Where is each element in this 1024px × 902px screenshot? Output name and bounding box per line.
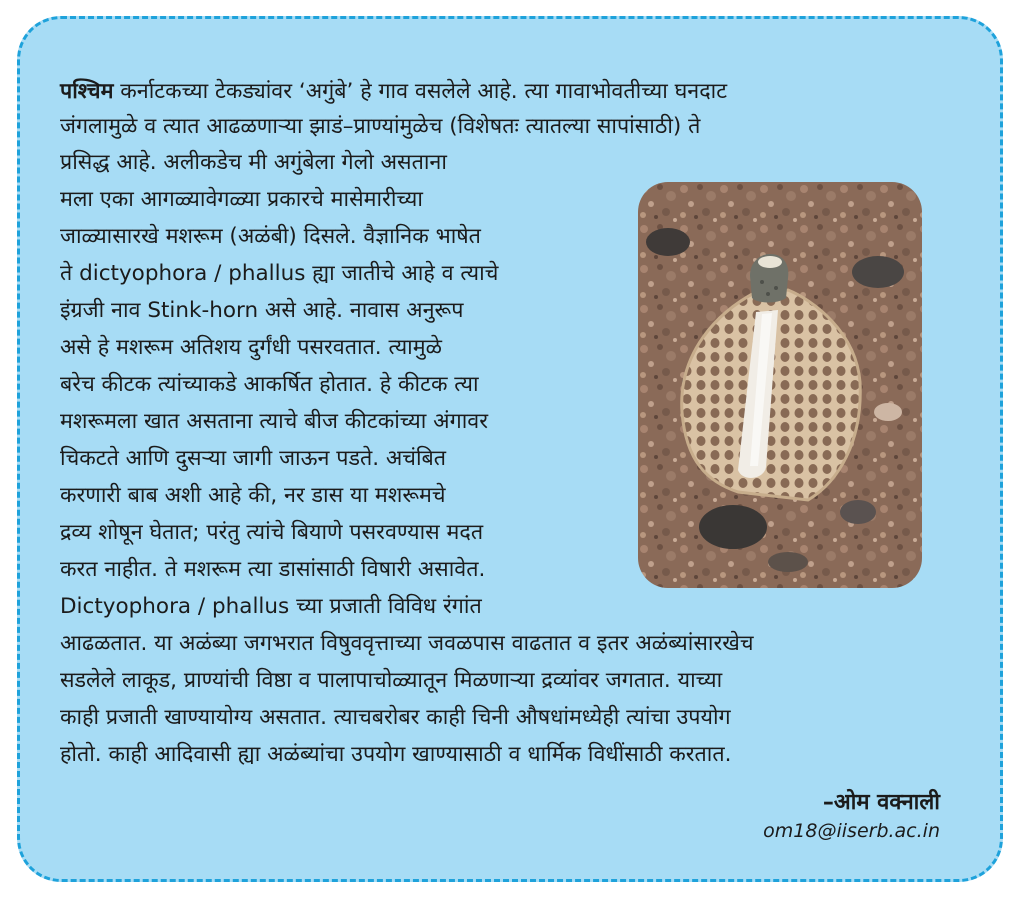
article-line-16: आढळतात. या अळंब्या जगभरात विषुववृत्ताच्या जवळपास वाढतात व इतर अळंब्यांसारखेच bbox=[60, 631, 754, 656]
article-line-18: काही प्रजाती खाण्यायोग्य असतात. त्याचबरोबर काही चिनी औषधांमध्येही त्यांचा उपयोग bbox=[60, 705, 731, 730]
article-line-5: जाळ्यासारखे मशरूम (अळंबी) दिसले. वैज्ञानिक भाषेत bbox=[60, 224, 481, 249]
article-line-6: ते dictyophora / phallus ह्या जातीचे आहे व त्याचे bbox=[60, 261, 499, 286]
author-name: –ओम वक्नाली bbox=[822, 790, 940, 815]
article-line-13: द्रव्य शोषून घेतात; परंतु त्यांचे बियाणे पसरवण्यास मदत bbox=[60, 520, 484, 545]
article-line-10: मशरूमला खात असताना त्याचे बीज कीटकांच्या अंगावर bbox=[60, 409, 489, 434]
article-line-4: मला एका आगळ्यावेगळ्या प्रकारचे मासेमारीच्या bbox=[60, 187, 423, 212]
article-line-15: Dictyophora / phallus च्या प्रजाती विविध रंगांत bbox=[60, 594, 482, 619]
article-line-1: पश्चिम कर्नाटकच्या टेकड्यांवर ‘अगुंबे’ हे गाव वसलेले आहे. त्या गावाभोवतीच्या घनदाट bbox=[60, 79, 728, 104]
article-line-14: करत नाहीत. ते मशरूम त्या डासांसाठी विषारी असावेत. bbox=[60, 557, 486, 582]
author-email: om18@iiserb.ac.in bbox=[763, 820, 940, 842]
article-line-12: करणारी बाब अशी आहे की, नर डास या मशरूमचे bbox=[60, 483, 446, 508]
article-line-3: प्रसिद्ध आहे. अलीकडेच मी अगुंबेला गेलो असताना bbox=[60, 150, 447, 175]
article-line-8: असे हे मशरूम अतिशय दुर्गंधी पसरवतात. त्यामुळे bbox=[60, 335, 442, 360]
article-line-11: चिकटते आणि दुसऱ्या जागी जाऊन पडते. अचंबित bbox=[60, 446, 447, 471]
article-line-2: जंगलामुळे व त्यात आढळणाऱ्या झाडं–प्राण्यांमुळेच (विशेषतः त्यातल्या सापांसाठी) ते bbox=[60, 114, 701, 139]
lead-word: पश्चिम bbox=[60, 79, 114, 104]
article-line-7: इंग्रजी नाव Stink-horn असे आहे. नावास अनुरूप bbox=[60, 298, 464, 323]
article-line-17: सडलेले लाकूड, प्राण्यांची विष्ठा व पालापाचोळ्यातून मिळणाऱ्या द्रव्यांवर जगतात. याच्या bbox=[60, 668, 723, 693]
article-line-19: होतो. काही आदिवासी ह्या अळंब्यांचा उपयोग खाण्यासाठी व धार्मिक विधींसाठी करतात. bbox=[60, 742, 732, 767]
stinkhorn-mushroom-photo bbox=[638, 182, 922, 588]
article-line-9: बरेच कीटक त्यांच्याकडे आकर्षित होतात. हे कीटक त्या bbox=[60, 372, 479, 397]
